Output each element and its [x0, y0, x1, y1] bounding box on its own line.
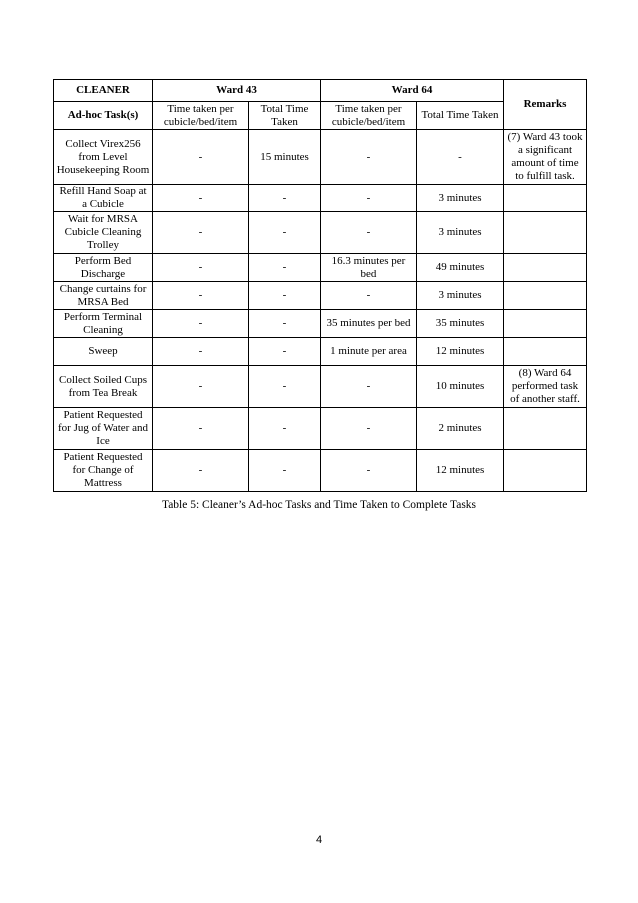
ward-43-total-cell: - — [249, 254, 321, 282]
ward-43-total-cell: - — [249, 185, 321, 212]
ward-43-per-item-cell: - — [153, 185, 249, 212]
table-row — [54, 338, 587, 366]
remark-cell-empty — [504, 338, 587, 366]
remark-cell-empty — [504, 310, 587, 338]
ward-64-per-item-cell: - — [321, 282, 417, 310]
ward-43-total-cell: - — [249, 366, 321, 408]
ward-64-header: Ward 64 — [321, 80, 504, 102]
ward-43-total-cell: - — [249, 212, 321, 254]
remark-cell: (7) Ward 43 took a significant amount of time to fulfill task. — [504, 130, 587, 185]
table-row — [54, 450, 587, 492]
ward-64-total-header: Total Time Taken — [417, 102, 504, 130]
ward-64-per-item-cell: - — [321, 185, 417, 212]
task-cell: Perform Bed Discharge — [54, 254, 153, 282]
task-cell: Wait for MRSA Cubicle Cleaning Trolley — [54, 212, 153, 254]
table-row — [54, 130, 587, 185]
remark-cell-empty — [504, 212, 587, 254]
table-row — [54, 310, 587, 338]
ward-64-per-item-cell: 1 minute per area — [321, 338, 417, 366]
task-cell: Patient Requested for Jug of Water and Ice — [54, 408, 153, 450]
remark-cell-empty — [504, 254, 587, 282]
ward-64-total-cell: 3 minutes — [417, 282, 504, 310]
ward-43-total-cell: - — [249, 338, 321, 366]
ward-64-per-item-cell: - — [321, 130, 417, 185]
ward-43-per-item-cell: - — [153, 366, 249, 408]
ward-64-total-cell: 3 minutes — [417, 212, 504, 254]
ward-43-per-item-cell: - — [153, 282, 249, 310]
ward-64-total-cell: 2 minutes — [417, 408, 504, 450]
ward-64-total-cell: 12 minutes — [417, 450, 504, 492]
table-row — [54, 185, 587, 212]
remark-cell-empty — [504, 185, 587, 212]
table-caption: Table 5: Cleaner’s Ad-hoc Tasks and Time Taken to Complete Tasks — [161, 499, 477, 511]
table-row — [54, 366, 587, 408]
ward-64-total-cell: 3 minutes — [417, 185, 504, 212]
ward-64-per-item-cell: 35 minutes per bed — [321, 310, 417, 338]
ward-64-per-item-cell: - — [321, 366, 417, 408]
ward-43-total-cell: 15 minutes — [249, 130, 321, 185]
ward-64-total-cell: - — [417, 130, 504, 185]
remark-cell-empty — [504, 408, 587, 450]
table-row — [54, 254, 587, 282]
task-cell: Collect Soiled Cups from Tea Break — [54, 366, 153, 408]
cleaner-tasks-table — [53, 79, 587, 492]
task-cell: Perform Terminal Cleaning — [54, 310, 153, 338]
remark-cell: (8) Ward 64 performed task of another staff. — [504, 366, 587, 408]
ward-43-per-item-cell: - — [153, 212, 249, 254]
table-row — [54, 212, 587, 254]
ward-64-total-cell: 35 minutes — [417, 310, 504, 338]
ward-43-total-cell: - — [249, 310, 321, 338]
remark-cell-empty — [504, 450, 587, 492]
page-number: 4 — [315, 834, 323, 846]
ward-64-total-cell: 49 minutes — [417, 254, 504, 282]
task-cell: Change curtains for MRSA Bed — [54, 282, 153, 310]
ward-43-per-item-cell: - — [153, 450, 249, 492]
task-cell: Sweep — [54, 338, 153, 366]
ward-43-total-cell: - — [249, 282, 321, 310]
ward-43-per-item-cell: - — [153, 130, 249, 185]
ward-43-per-item-cell: - — [153, 408, 249, 450]
remarks-header: Remarks — [504, 80, 587, 130]
task-cell: Collect Virex256 from Level Housekeeping Room — [54, 130, 153, 185]
table-row — [54, 282, 587, 310]
ward-43-per-item-cell: - — [153, 338, 249, 366]
table-title-cleaner: CLEANER — [54, 80, 153, 102]
ward-64-total-cell: 10 minutes — [417, 366, 504, 408]
table-row — [54, 408, 587, 450]
ward-64-per-item-cell: - — [321, 408, 417, 450]
ward-64-per-item-cell: 16.3 minutes per bed — [321, 254, 417, 282]
task-cell: Patient Requested for Change of Mattress — [54, 450, 153, 492]
ward-43-total-header: Total Time Taken — [249, 102, 321, 130]
ward-43-total-cell: - — [249, 450, 321, 492]
ward-43-header: Ward 43 — [153, 80, 321, 102]
ward-43-total-cell: - — [249, 408, 321, 450]
ward-43-per-item-cell: - — [153, 310, 249, 338]
ward-43-per-item-header: Time taken per cubicle/bed/item — [153, 102, 249, 130]
ward-64-per-item-cell: - — [321, 212, 417, 254]
adhoc-tasks-header: Ad-hoc Task(s) — [54, 102, 153, 130]
ward-64-per-item-cell: - — [321, 450, 417, 492]
ward-43-per-item-cell: - — [153, 254, 249, 282]
ward-64-per-item-header: Time taken per cubicle/bed/item — [321, 102, 417, 130]
ward-64-total-cell: 12 minutes — [417, 338, 504, 366]
remark-cell-empty — [504, 282, 587, 310]
task-cell: Refill Hand Soap at a Cubicle — [54, 185, 153, 212]
